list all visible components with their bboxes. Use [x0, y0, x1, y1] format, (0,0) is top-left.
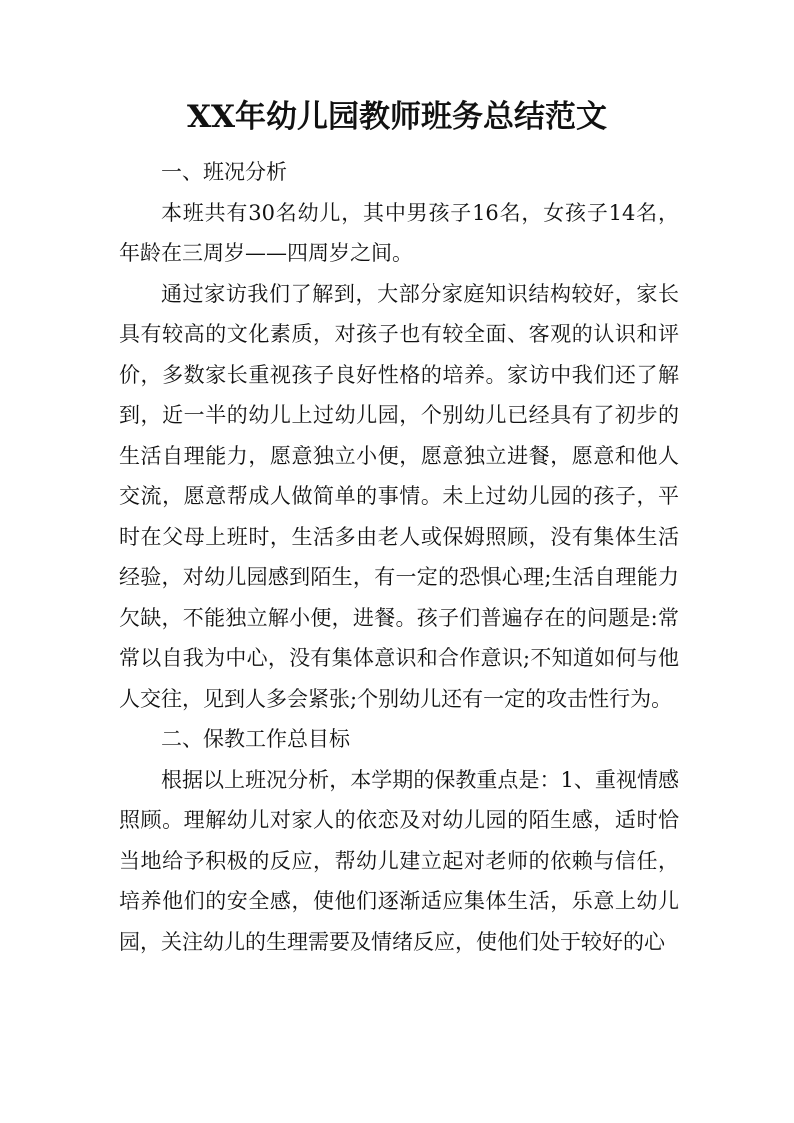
- paragraph: 根据以上班况分析，本学期的保教重点是：1、重视情感照顾。理解幼儿对家人的依恋及对幼儿园的陌生感，适时恰当地给予积极的反应，帮幼儿建立起对老师的依赖与信任，培养他们的安全感，使他们逐渐适应集体生活，乐意上幼儿园，关注幼儿的生理需要及情绪反应，使他们处于较好的心: [119, 767, 679, 954]
- document-title: XX年幼儿园教师班务总结范文: [186, 99, 608, 135]
- document-body: [119, 152, 679, 962]
- section-heading: 二、保教工作总目标: [161, 727, 350, 751]
- section-heading: 一、班况分析: [161, 160, 287, 184]
- paragraph: 本班共有30名幼儿，其中男孩子16名，女孩子14名，年龄在三周岁——四周岁之间。: [119, 200, 679, 265]
- paragraph: 通过家访我们了解到，大部分家庭知识结构较好，家长具有较高的文化素质，对孩子也有较全面、客观的认识和评价，多数家长重视孩子良好性格的培养。家访中我们还了解到，近一半的幼儿上过幼儿园，个别幼儿已经具有了初步的生活自理能力，愿意独立小便，愿意独立进餐，愿意和他人交流，愿意帮成人做简单的事情。未上过幼儿园的孩子，平时在父母上班时，生活多由老人或保姆照顾，没有集体生活经验，对幼儿园感到陌生，有一定的恐惧心理;生活自理能力欠缺，不能独立解小便，进餐。孩子们普遍存在的问题是:常常以自我为中心，没有集体意识和合作意识;不知道如何与他人交往，见到人多会紧张;个别幼儿还有一定的攻击性行为。: [119, 281, 679, 711]
